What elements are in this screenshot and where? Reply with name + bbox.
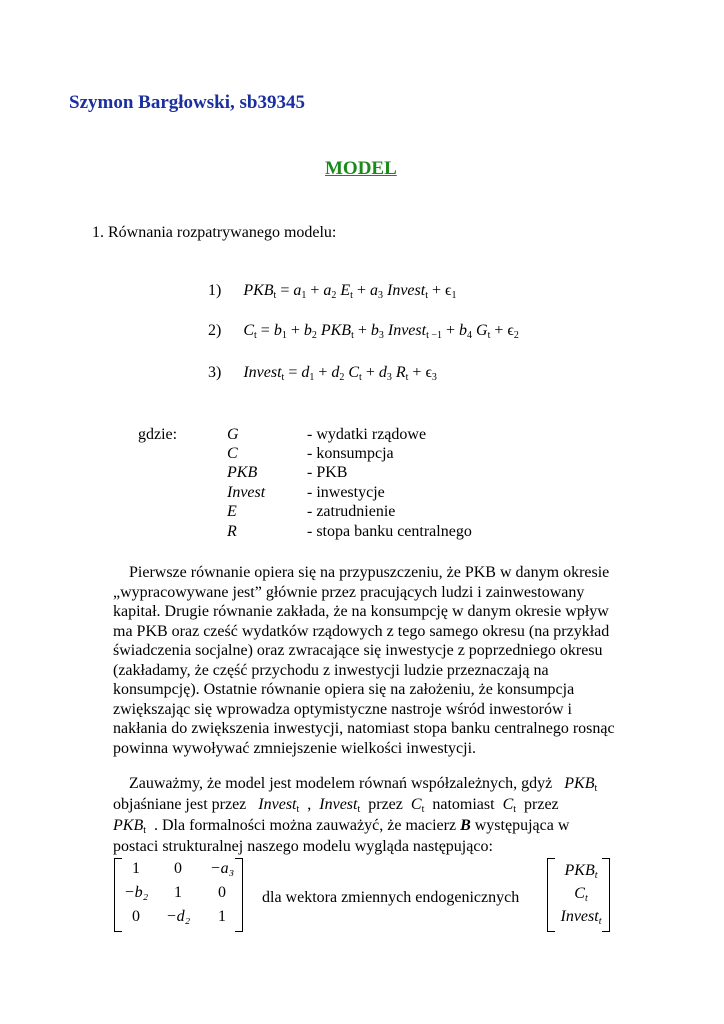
paragraph-line: ma PKB oraz cześć wydatków rządowych z tego samego okresu (na przykład — [113, 622, 610, 640]
vector-label: dla wektora zmiennych endogenicznych — [262, 889, 520, 906]
legend-symbol: Invest — [227, 484, 266, 501]
matrix-cell: 0 — [132, 908, 140, 925]
equation-number: 3) — [208, 364, 222, 381]
legend-description: - stopa banku centralnego — [307, 523, 472, 540]
paragraph-line: świadczenia socjalne) oraz zwracające się inwestycje z poprzedniego okresu — [113, 642, 603, 659]
matrix-cell: 1 — [218, 908, 226, 925]
paragraph-line: objaśniane jest przez Invest$_t$ , Invest$_t$ przez $C_t$ natomiast $C_t$ przez — [113, 796, 559, 815]
interdependence-paragraph — [113, 774, 653, 858]
equation-1: 1) $PKB_t = a_1 + a_2$ $E_t + a_3$ Invest$_t$ + $\epsilon_1$ — [208, 282, 457, 301]
vector-entry: $PKB_t$ — [564, 862, 598, 881]
vector-entry: Invest$_t$ — [560, 908, 602, 927]
vector-entry: $C_t$ — [574, 885, 588, 904]
page-title: MODEL — [325, 158, 397, 179]
paragraph-line: $PKB_t$ . Dla formalności można zauważyć, że macierz B występująca w — [113, 817, 570, 836]
equation-3: 3) Invest$_t$ = $d_1 + d_2$ $C_t + d_3$ $R_t + \epsilon_3$ — [208, 364, 437, 383]
legend-symbol: E — [227, 503, 237, 520]
paragraph-line: nakłania do zwiększenia inwestycji, natomiast stopa banku centralnego rosnąc — [113, 720, 615, 737]
endogenous-vector — [547, 858, 611, 930]
legend-label: gdzie: — [138, 426, 178, 443]
matrix-b — [114, 858, 244, 930]
paragraph-line: (zakładamy, że część przychodu z inwestycji ludzie przeznaczają na — [113, 661, 549, 679]
matrix-cell: 1 — [132, 860, 140, 877]
matrix-cell: 0 — [174, 860, 182, 877]
paragraph-line: zwiększając się wprowadza optymistyczne nastroje wśród inwestorów i — [113, 700, 572, 718]
legend-symbol: R — [227, 523, 237, 540]
explanation-paragraph — [113, 563, 653, 758]
paragraph-line: konsumpcję). Ostatnie równanie opiera się na założeniu, że konsumpcja — [113, 681, 575, 698]
paragraph-line: kapitał. Drugie równanie zakłada, że na konsumpcję w danym okresie wpływ — [113, 603, 609, 620]
equation-number: 1) — [208, 282, 222, 299]
paragraph-line: Zauważmy, że model jest modelem równań współzależnych, gdyż $PKB_t$ — [113, 775, 598, 794]
matrix-cell: −a₃ — [209, 860, 235, 877]
equation-2: 2) $C_t = b_1 + b_2$ $PKB_t + b_3$ Invest$_{t -1}$ + $b_4$ $G_t + \epsilon_2$ — [208, 322, 519, 341]
legend-description: - inwestycje — [307, 484, 385, 501]
paragraph-line: „wypracowywane jest” głównie przez pracujących ludzi i zainwestowany — [113, 583, 585, 601]
legend-description: - PKB — [307, 464, 348, 481]
legend-symbol: PKB — [227, 464, 258, 481]
legend-description: - zatrudnienie — [307, 503, 396, 520]
section-heading: 1. Równania rozpatrywanego modelu: — [92, 224, 337, 241]
matrix-cell: −b₂ — [123, 884, 149, 901]
matrix-cell: −d₂ — [165, 908, 191, 925]
legend-symbol: C — [227, 445, 238, 462]
legend-symbol: G — [227, 426, 239, 443]
paragraph-line: Pierwsze równanie opiera się na przypuszczeniu, że PKB w danym okresie — [113, 564, 610, 581]
legend-description: - konsumpcja — [307, 445, 394, 462]
matrix-cell: 0 — [218, 884, 226, 901]
paragraph-line: powinna wywoływać zmniejszenie wielkości inwestycji. — [113, 739, 477, 757]
legend-description: - wydatki rządowe — [307, 426, 427, 443]
equation-number: 2) — [208, 322, 222, 339]
matrix-cell: 1 — [174, 884, 182, 901]
author-name: Szymon Bargłowski, sb39345 — [69, 92, 305, 113]
paragraph-line: postaci strukturalnej naszego modelu wygląda następująco: — [113, 838, 493, 855]
